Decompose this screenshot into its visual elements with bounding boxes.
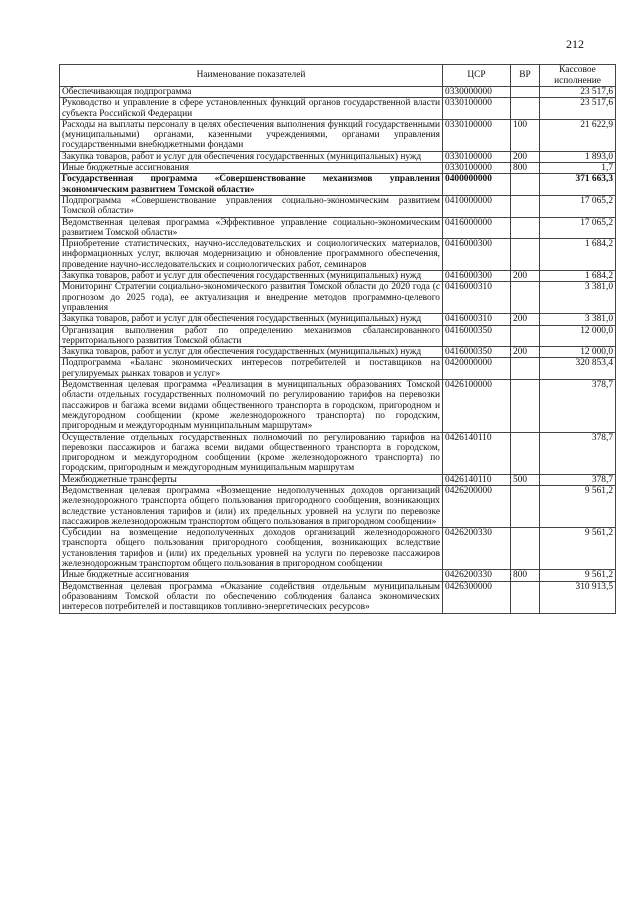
row-name: Мониторинг Стратегии социально-экономического развития Томской области до 2020 года (с прогнозом до 2025 года), ее актуализация и внедрение методов программно-целевого управления [60, 282, 443, 314]
row-vr [511, 358, 540, 380]
row-csr: 0426200330 [443, 570, 511, 581]
row-name: Субсидии на возмещение недополученных доходов организаций железнодорожного транспорта общего пользования пригородного сообщения, возникающих вследствие установления тарифов и (или) их предельных уровней на услуги по перевозке пассажиров железнодорожным транспортом общего пользования в пригородном сообщении [60, 528, 443, 570]
row-amount: 9 561,2 [540, 485, 616, 527]
row-csr: 0410000000 [443, 195, 511, 217]
row-vr [511, 217, 540, 239]
row-vr: 200 [511, 271, 540, 282]
header-vr: ВР [511, 65, 540, 87]
row-name: Организация выполнения работ по определению механизмов сбалансированного территориального развития Томской области [60, 325, 443, 347]
row-amount: 3 381,0 [540, 314, 616, 325]
row-amount: 23 517,6 [540, 98, 616, 120]
row-vr [511, 581, 540, 613]
row-name: Подпрограмма «Совершенствование управления социально-экономическим развитием Томской области» [60, 195, 443, 217]
row-amount: 371 663,3 [540, 174, 616, 196]
row-csr: 0416000310 [443, 282, 511, 314]
row-name: Ведомственная целевая программа «Реализация в муниципальных образованиях Томской области отдельных государственных полномочий по регулированию тарифов на перевозки пассажиров и багажа всеми видами общественного транспорта в городском, пригородном и междугородном сообщении (кроме железнодорожного транспорта) по городским, пригородным и междугородным муниципальным маршрутам» [60, 380, 443, 432]
table-row [60, 358, 616, 380]
row-csr: 0330000000 [443, 87, 511, 98]
table-row [60, 163, 616, 174]
table-row [60, 347, 616, 358]
row-amount: 378,7 [540, 380, 616, 432]
row-vr: 500 [511, 474, 540, 485]
header-name: Наименование показателей [60, 65, 443, 87]
row-vr [511, 195, 540, 217]
table-row [60, 432, 616, 474]
row-csr: 0426140110 [443, 432, 511, 474]
row-vr: 800 [511, 163, 540, 174]
table-row [60, 314, 616, 325]
row-amount: 9 561,2 [540, 570, 616, 581]
table-row [60, 119, 616, 151]
row-amount: 378,7 [540, 432, 616, 474]
header-csr: ЦСР [443, 65, 511, 87]
table-header-row [60, 65, 616, 87]
row-vr [511, 528, 540, 570]
table-row [60, 380, 616, 432]
row-amount: 3 381,0 [540, 282, 616, 314]
row-amount: 378,7 [540, 474, 616, 485]
row-csr: 0400000000 [443, 174, 511, 196]
row-csr: 0416000350 [443, 325, 511, 347]
row-amount: 320 853,4 [540, 358, 616, 380]
row-vr [511, 485, 540, 527]
row-amount: 1,7 [540, 163, 616, 174]
table-row [60, 174, 616, 196]
row-csr: 0426140110 [443, 474, 511, 485]
table-row [60, 528, 616, 570]
row-name: Государственная программа «Совершенствование механизмов управления экономическим развитием Томской области» [60, 174, 443, 196]
row-name: Закупка товаров, работ и услуг для обеспечения государственных (муниципальных) нужд [60, 347, 443, 358]
row-csr: 0416000310 [443, 314, 511, 325]
row-amount: 12 000,0 [540, 325, 616, 347]
row-name: Иные бюджетные ассигнования [60, 163, 443, 174]
row-name: Ведомственная целевая программа «Возмещение недополученных доходов организаций железнодорожного транспорта общего пользования пригородного сообщения, возникающих вследствие установления тарифов и (или) их предельных уровней на услуги по перевозке пассажиров железнодорожным транспортом общего пользования в пригородном сообщении» [60, 485, 443, 527]
budget-execution-table [59, 64, 616, 614]
row-amount: 12 000,0 [540, 347, 616, 358]
row-name: Расходы на выплаты персоналу в целях обеспечения выполнения функций государственными (муниципальными) органами, казенными учреждениями, органами управления государственными внебюджетными фондами [60, 119, 443, 151]
header-amount: Кассовое исполнение [540, 65, 616, 87]
table-row [60, 581, 616, 613]
page-number: 212 [566, 37, 584, 51]
row-amount: 1 893,0 [540, 151, 616, 162]
row-name: Закупка товаров, работ и услуг для обеспечения государственных (муниципальных) нужд [60, 151, 443, 162]
row-name: Руководство и управление в сфере установленных функций органов государственной власти субъекта Российской Федерации [60, 98, 443, 120]
row-csr: 0426200000 [443, 485, 511, 527]
row-vr: 200 [511, 151, 540, 162]
table-row [60, 217, 616, 239]
row-vr [511, 282, 540, 314]
row-csr: 0330100000 [443, 98, 511, 120]
row-vr [511, 87, 540, 98]
row-vr [511, 380, 540, 432]
row-amount: 1 684,2 [540, 271, 616, 282]
table-body [60, 87, 616, 614]
row-vr [511, 174, 540, 196]
row-name: Закупка товаров, работ и услуг для обеспечения государственных (муниципальных) нужд [60, 271, 443, 282]
row-amount: 23 517,6 [540, 87, 616, 98]
row-vr [511, 239, 540, 271]
table-row [60, 282, 616, 314]
row-csr: 0416000300 [443, 239, 511, 271]
row-amount: 1 684,2 [540, 239, 616, 271]
table-row [60, 570, 616, 581]
row-csr: 0330100000 [443, 119, 511, 151]
row-amount: 21 622,9 [540, 119, 616, 151]
row-name: Межбюджетные трансферты [60, 474, 443, 485]
row-vr: 200 [511, 314, 540, 325]
row-name: Закупка товаров, работ и услуг для обеспечения государственных (муниципальных) нужд [60, 314, 443, 325]
table-row [60, 325, 616, 347]
row-csr: 0416000350 [443, 347, 511, 358]
row-csr: 0426100000 [443, 380, 511, 432]
table-row [60, 98, 616, 120]
row-name: Приобретение статистических, научно-исследовательских и социологических материалов, информационных услуг, включая модернизацию и обновление программного обеспечения, проведение научно-исследовательских и социологических работ, семинаров [60, 239, 443, 271]
row-name: Подпрограмма «Баланс экономических интересов потребителей и поставщиков на регулируемых рынках товаров и услуг» [60, 358, 443, 380]
table-row [60, 271, 616, 282]
table-row [60, 195, 616, 217]
row-vr [511, 432, 540, 474]
row-name: Осуществление отдельных государственных полномочий по регулированию тарифов на перевозки пассажиров и багажа всеми видами общественного транспорта в городском, пригородном и междугородном сообщении (кроме железнодорожного транспорта) по городским, пригородным и междугородным муниципальным маршрутам [60, 432, 443, 474]
table-row [60, 474, 616, 485]
row-name: Иные бюджетные ассигнования [60, 570, 443, 581]
table-row [60, 239, 616, 271]
row-name: Ведомственная целевая программа «Эффективное управление социально-экономическим развитием Томской области» [60, 217, 443, 239]
table-row [60, 485, 616, 527]
row-csr: 0330100000 [443, 163, 511, 174]
row-csr: 0416000000 [443, 217, 511, 239]
row-csr: 0420000000 [443, 358, 511, 380]
row-csr: 0426300000 [443, 581, 511, 613]
row-vr: 200 [511, 347, 540, 358]
row-name: Обеспечивающая подпрограмма [60, 87, 443, 98]
row-amount: 17 065,2 [540, 217, 616, 239]
row-csr: 0416000300 [443, 271, 511, 282]
row-amount: 9 561,2 [540, 528, 616, 570]
row-vr [511, 325, 540, 347]
row-vr: 100 [511, 119, 540, 151]
row-vr [511, 98, 540, 120]
row-amount: 310 913,5 [540, 581, 616, 613]
row-amount: 17 065,2 [540, 195, 616, 217]
row-csr: 0330100000 [443, 151, 511, 162]
row-vr: 800 [511, 570, 540, 581]
table-row [60, 151, 616, 162]
row-name: Ведомственная целевая программа «Оказание содействия отдельным муниципальным образованиям Томской области по обеспечению соблюдения баланса экономических интересов потребителей и поставщиков топливно-энергетических ресурсов» [60, 581, 443, 613]
row-csr: 0426200330 [443, 528, 511, 570]
table-row [60, 87, 616, 98]
